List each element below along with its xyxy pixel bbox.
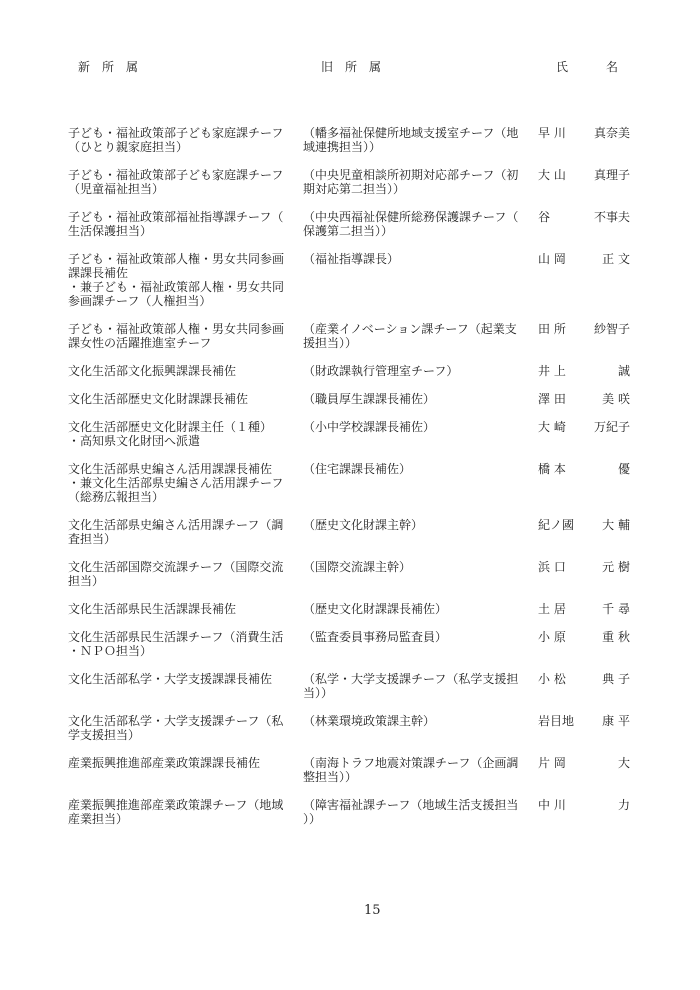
surname: 大 山 <box>538 168 566 182</box>
table-row <box>68 420 648 462</box>
new-post: 産業振興推進部産業政策課チーフ（地域 産業担当） <box>68 798 284 826</box>
surname: 橋 本 <box>538 462 566 476</box>
surname: 早 川 <box>538 126 566 140</box>
surname: 澤 田 <box>538 392 566 406</box>
table-row <box>68 392 648 420</box>
table-row <box>68 364 648 392</box>
new-post: 文化生活部私学・大学支援課課長補佐 <box>68 672 273 686</box>
table-row <box>68 126 648 168</box>
old-post: （歴史文化財課課長補佐） <box>303 602 448 616</box>
surname: 紀ノ國 <box>538 518 575 532</box>
old-post: （中央西福祉保健所総務保護課チーフ（ 保護第二担当）） <box>303 210 519 238</box>
given-name: 典 子 <box>602 672 630 686</box>
table-row <box>68 798 648 840</box>
table-row <box>68 560 648 602</box>
new-post: 文化生活部県史編さん活用課チーフ（調 査担当） <box>68 518 284 546</box>
surname: 浜 口 <box>538 560 566 574</box>
given-name: 真理子 <box>593 168 630 182</box>
old-post: （障害福祉課チーフ（地域生活支援担当 ）） <box>303 798 519 826</box>
old-post: （国際交流課主幹） <box>303 560 412 574</box>
old-post: （財政課執行管理室チーフ） <box>303 364 459 378</box>
old-post: （南海トラフ地震対策課チーフ（企画調 整担当）） <box>303 756 519 784</box>
surname: 大 崎 <box>538 420 566 434</box>
table-row <box>68 756 648 798</box>
given-name: 真奈美 <box>593 126 630 140</box>
table-row <box>68 518 648 560</box>
old-post: （監査委員事務局監査員） <box>303 630 448 644</box>
surname: 田 所 <box>538 322 566 336</box>
new-post: 産業振興推進部産業政策課課長補佐 <box>68 756 261 770</box>
given-name: 不事夫 <box>593 210 630 224</box>
given-name: 万紀子 <box>593 420 630 434</box>
table-row <box>68 252 648 322</box>
table-row <box>68 602 648 630</box>
header-surname: 氏 <box>556 60 569 74</box>
surname: 片 岡 <box>538 756 566 770</box>
header-given-name: 名 <box>606 60 619 74</box>
new-post: 子ども・福祉政策部子ども家庭課チーフ （児童福祉担当） <box>68 168 284 196</box>
new-post: 子ども・福祉政策部子ども家庭課チーフ （ひとり親家庭担当） <box>68 126 284 154</box>
given-name: 美 咲 <box>602 392 630 406</box>
given-name: 重 秋 <box>602 630 630 644</box>
surname: 土 居 <box>538 602 566 616</box>
new-post: 子ども・福祉政策部人権・男女共同参画 課女性の活躍推進室チーフ <box>68 322 285 350</box>
header-new-post: 新 所 属 <box>78 60 139 74</box>
new-post: 文化生活部文化振興課課長補佐 <box>68 364 237 378</box>
new-post: 文化生活部私学・大学支援課チーフ（私 学支援担当） <box>68 714 284 742</box>
table-row <box>68 210 648 252</box>
given-name: 力 <box>617 798 630 812</box>
surname: 小 原 <box>538 630 566 644</box>
surname: 中 川 <box>538 798 566 812</box>
table-row <box>68 462 648 518</box>
new-post: 文化生活部歴史文化財課主任（１種） ・高知県文化財団へ派遣 <box>68 420 273 448</box>
new-post: 文化生活部県民生活課チーフ（消費生活 ・ＮＰＯ担当） <box>68 630 284 658</box>
given-name: 誠 <box>617 364 630 378</box>
old-post: （幡多福祉保健所地域支援室チーフ（地 域連携担当）） <box>303 126 519 154</box>
old-post: （林業環境政策課主幹） <box>303 714 436 728</box>
table-row <box>68 714 648 756</box>
table-row <box>68 630 648 672</box>
surname: 小 松 <box>538 672 566 686</box>
surname: 岩目地 <box>538 714 575 728</box>
old-post: （歴史文化財課主幹） <box>303 518 424 532</box>
old-post: （職員厚生課課長補佐） <box>303 392 436 406</box>
old-post: （産業イノベーション課チーフ（起業支 援担当）） <box>303 322 517 350</box>
surname: 谷 <box>538 210 551 224</box>
given-name: 紗智子 <box>593 322 630 336</box>
old-post: （住宅課課長補佐） <box>303 462 412 476</box>
given-name: 千 尋 <box>602 602 630 616</box>
page-number: 15 <box>364 903 381 918</box>
old-post: （中央児童相談所初期対応部チーフ（初 期対応第二担当）） <box>303 168 519 196</box>
table-row <box>68 322 648 364</box>
given-name: 優 <box>617 462 630 476</box>
header-old-post: 旧 所 属 <box>321 60 382 74</box>
surname: 井 上 <box>538 364 566 378</box>
table-row <box>68 168 648 210</box>
given-name: 正 文 <box>602 252 630 266</box>
table-row <box>68 672 648 714</box>
new-post: 文化生活部県民生活課課長補佐 <box>68 602 237 616</box>
given-name: 大 <box>617 756 630 770</box>
new-post: 子ども・福祉政策部福祉指導課チーフ（ 生活保護担当） <box>68 210 284 238</box>
new-post: 文化生活部国際交流課チーフ（国際交流 担当） <box>68 560 284 588</box>
given-name: 康 平 <box>602 714 630 728</box>
surname: 山 岡 <box>538 252 566 266</box>
new-post: 子ども・福祉政策部人権・男女共同参画 課課長補佐 ・兼子ども・福祉政策部人権・男女共同 参画課チーフ（人権担当） <box>68 252 285 308</box>
given-name: 元 樹 <box>602 560 630 574</box>
old-post: （福祉指導課長） <box>303 252 400 266</box>
old-post: （私学・大学支援課チーフ（私学支援担 当）） <box>303 672 519 700</box>
transfer-list <box>68 126 648 840</box>
new-post: 文化生活部県史編さん活用課課長補佐 ・兼文化生活部県史編さん活用課チーフ （総務広報担当） <box>68 462 284 504</box>
old-post: （小中学校課課長補佐） <box>303 420 436 434</box>
given-name: 大 輔 <box>602 518 630 532</box>
new-post: 文化生活部歴史文化財課課長補佐 <box>68 392 249 406</box>
